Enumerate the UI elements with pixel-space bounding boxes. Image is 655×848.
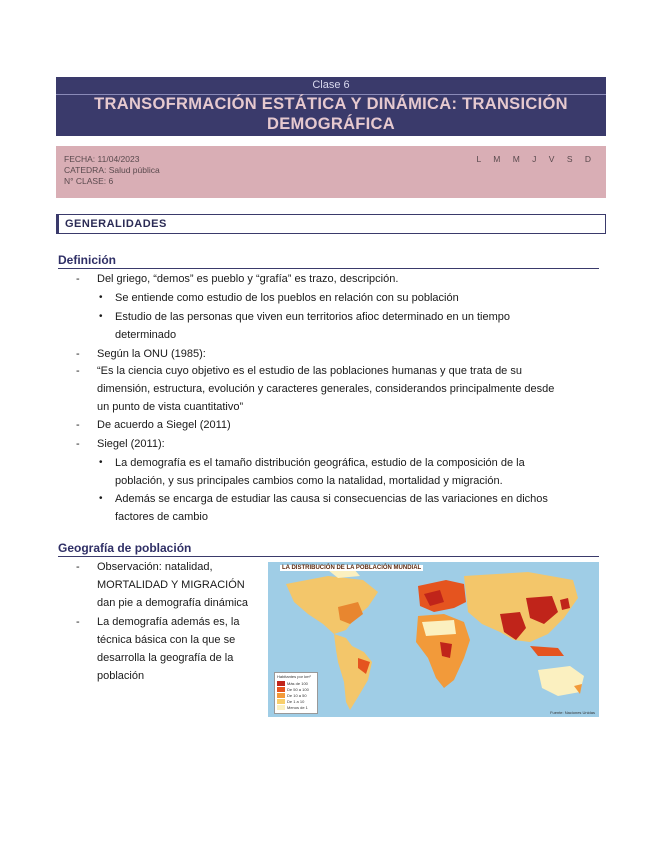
page-title-line1: TRANSOFRMACIÓN ESTÁTICA Y DINÁMICA: TRANSICIÓN <box>94 95 568 113</box>
def-item-3-line2: dimensión, estructura, evolución y caracteres generales, considerandos principalmente desde <box>97 383 555 395</box>
dash-marker: - <box>76 561 80 573</box>
def-item-5-bullet-1-line2: población, y sus principales cambios como la natalidad, mortalidad y migración. <box>115 475 503 487</box>
section-title: GENERALIDADES <box>65 218 167 230</box>
australia-shape <box>538 666 584 696</box>
geo-item-1-line2: MORTALIDAD Y MIGRACIÓN <box>97 579 245 591</box>
def-item-3-line3: un punto de vista cuantitativo” <box>97 401 244 413</box>
legend-swatch <box>277 705 285 710</box>
def-item-5-bullet-2-line2: factores de cambio <box>115 511 208 523</box>
bullet-marker: • <box>99 292 103 303</box>
fecha: FECHA: 11/04/2023 <box>64 154 140 164</box>
north-america-shape <box>286 576 378 634</box>
def-item-3-line1: “Es la ciencia cuyo objetivo es el estudio de las poblaciones humanas y que trata de su <box>97 365 522 377</box>
def-item-1-bullet-2-line2: determinado <box>115 329 177 341</box>
page-title-line2: DEMOGRÁFICA <box>267 115 395 133</box>
title-band <box>56 77 606 136</box>
numero-clase: N° CLASE: 6 <box>64 176 114 186</box>
sahara-shape <box>422 620 456 636</box>
map-source: Fuente: Naciones Unidas <box>550 710 595 715</box>
map-title: LA DISTRIBUCIÓN DE LA POBLACIÓN MUNDIAL <box>282 565 422 571</box>
geografia-heading: Geografía de población <box>58 541 599 557</box>
bullet-marker: • <box>99 493 103 504</box>
legend-swatch <box>277 687 285 692</box>
section-header <box>56 214 606 234</box>
weekdays: L M M J V S D <box>476 154 596 164</box>
map-legend <box>274 672 318 714</box>
def-item-2: Según la ONU (1985): <box>97 348 206 360</box>
def-item-1-bullet-1: Se entiende como estudio de los pueblos en relación con su población <box>115 292 459 304</box>
def-item-1: Del griego, “demos” es pueblo y “grafía” es trazo, descripción. <box>97 273 399 285</box>
class-number: Clase 6 <box>312 79 350 91</box>
dash-marker: - <box>76 365 80 377</box>
legend-label: Más de 100 <box>287 681 308 686</box>
meta-band <box>56 146 606 198</box>
legend-swatch <box>277 693 285 698</box>
legend-title: Habitantes por km² <box>277 674 311 679</box>
dash-marker: - <box>76 273 80 285</box>
legend-label: De 50 a 100 <box>287 687 309 692</box>
def-item-4: De acuerdo a Siegel (2011) <box>97 419 231 431</box>
dash-marker: - <box>76 616 80 628</box>
legend-swatch <box>277 681 285 686</box>
geo-item-2-line4: población <box>97 670 145 682</box>
def-item-1-bullet-2-line1: Estudio de las personas que viven eun territorios afioc determinado en un tiempo <box>115 311 511 323</box>
legend-label: De 10 a 50 <box>287 693 307 698</box>
geo-item-2-line2: técnica básica con la que se <box>97 634 236 646</box>
catedra: CATEDRA: Salud pública <box>64 165 160 175</box>
def-item-5: Siegel (2011): <box>97 438 165 450</box>
bullet-marker: • <box>99 457 103 468</box>
legend-label: De 1 a 10 <box>287 699 305 704</box>
bullet-marker: • <box>99 311 103 322</box>
se-asia-shape <box>530 646 564 656</box>
world-population-map <box>268 562 599 717</box>
legend-label: Menos de 1 <box>287 705 308 710</box>
dash-marker: - <box>76 348 80 360</box>
definicion-heading: Definición <box>58 253 599 269</box>
dash-marker: - <box>76 438 80 450</box>
geo-item-2-line3: desarrolla la geografía de la <box>97 652 234 664</box>
def-item-5-bullet-1-line1: La demografía es el tamaño distribución geográfica, estudio de la composición de la <box>115 457 525 469</box>
legend-swatch <box>277 699 285 704</box>
def-item-5-bullet-2-line1: Además se encarga de estudiar las causa si consecuencias de las variaciones en dichos <box>115 493 548 505</box>
geo-item-1-line3: dan pie a demografía dinámica <box>97 597 249 609</box>
geo-item-1-line1: Observación: natalidad, <box>97 561 213 573</box>
geo-item-2-line1: La demografía además es, la <box>97 616 240 628</box>
dash-marker: - <box>76 419 80 431</box>
